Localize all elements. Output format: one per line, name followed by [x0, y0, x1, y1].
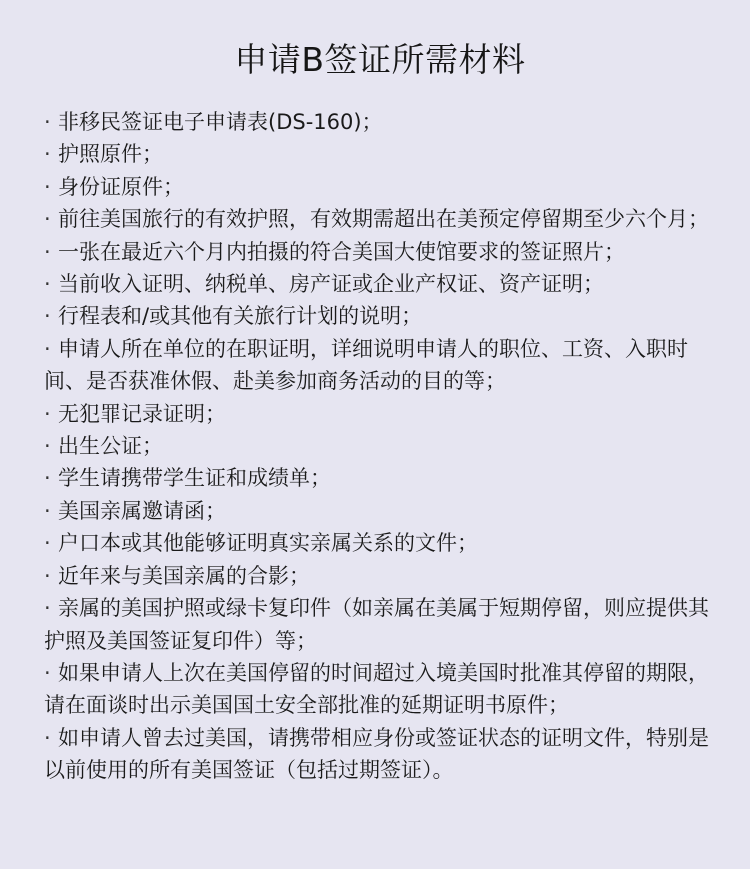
- list-item: [44, 722, 716, 787]
- list-item: [44, 462, 716, 494]
- list-item-text: 出生公证；: [58, 434, 163, 459]
- list-item-text: 近年来与美国亲属的合影；: [58, 563, 310, 588]
- list-item: [44, 495, 716, 527]
- list-item: [44, 300, 716, 332]
- list-item: [44, 203, 716, 235]
- list-item: [44, 527, 716, 559]
- list-item-text: 当前收入证明、纳税单、房产证或企业产权证、资产证明；: [58, 272, 604, 297]
- bullet-icon: ·: [44, 239, 51, 264]
- list-item-text: 身份证原件；: [58, 174, 184, 199]
- bullet-icon: ·: [44, 725, 51, 750]
- bullet-icon: ·: [44, 272, 51, 297]
- requirements-list: [44, 106, 716, 787]
- bullet-icon: ·: [44, 207, 51, 232]
- bullet-icon: ·: [44, 401, 51, 426]
- bullet-icon: ·: [44, 336, 51, 361]
- bullet-icon: ·: [44, 660, 51, 685]
- list-item-text: 美国亲属邀请函；: [58, 498, 226, 523]
- list-item: [44, 138, 716, 170]
- list-item: [44, 171, 716, 203]
- list-item: [44, 333, 716, 398]
- list-item-text: 申请人所在单位的在职证明，详细说明申请人的职位、工资、入职时间、是否获准休假、赴美参加商务活动的目的等；: [44, 336, 688, 394]
- list-item-text: 户口本或其他能够证明真实亲属关系的文件；: [58, 531, 478, 556]
- list-item-text: 无犯罪记录证明；: [58, 401, 226, 426]
- bullet-icon: ·: [44, 110, 51, 134]
- list-item: [44, 560, 716, 592]
- list-item: [44, 236, 716, 268]
- bullet-icon: ·: [44, 596, 51, 621]
- list-item: [44, 268, 716, 300]
- bullet-icon: ·: [44, 174, 51, 199]
- list-item-text: 如果申请人上次在美国停留的时间超过入境美国时批准其停留的期限，请在面谈时出示美国国土安全部批准的延期证明书原件；: [44, 660, 709, 718]
- list-item-text: 学生请携带学生证和成绩单；: [58, 466, 331, 491]
- list-item: [44, 592, 716, 657]
- bullet-icon: ·: [44, 531, 51, 556]
- list-item-text: 护照原件；: [58, 142, 163, 167]
- list-item: [44, 398, 716, 430]
- list-item-text: 亲属的美国护照或绿卡复印件（如亲属在美属于短期停留，则应提供其护照及美国签证复印件）等；: [44, 596, 709, 653]
- list-item-text: 行程表和/或其他有关旅行计划的说明；: [58, 304, 423, 329]
- bullet-icon: ·: [44, 466, 51, 491]
- list-item-text: 如申请人曾去过美国，请携带相应身份或签证状态的证明文件，特别是以前使用的所有美国签证（包括过期签证）。: [44, 725, 709, 783]
- list-item-text: 一张在最近六个月内拍摄的符合美国大使馆要求的签证照片；: [58, 239, 625, 264]
- bullet-icon: ·: [44, 142, 51, 167]
- list-item-text: 非移民签证电子申请表(DS-160)；: [58, 110, 383, 134]
- bullet-icon: ·: [44, 434, 51, 459]
- list-item: [44, 430, 716, 462]
- page-title: 申请B签证所需材料: [234, 40, 526, 79]
- bullet-icon: ·: [44, 304, 51, 329]
- list-item: [44, 657, 716, 722]
- bullet-icon: ·: [44, 498, 51, 523]
- bullet-icon: ·: [44, 563, 51, 588]
- list-item-text: 前往美国旅行的有效护照，有效期需超出在美预定停留期至少六个月；: [58, 207, 709, 232]
- list-item: [44, 106, 716, 138]
